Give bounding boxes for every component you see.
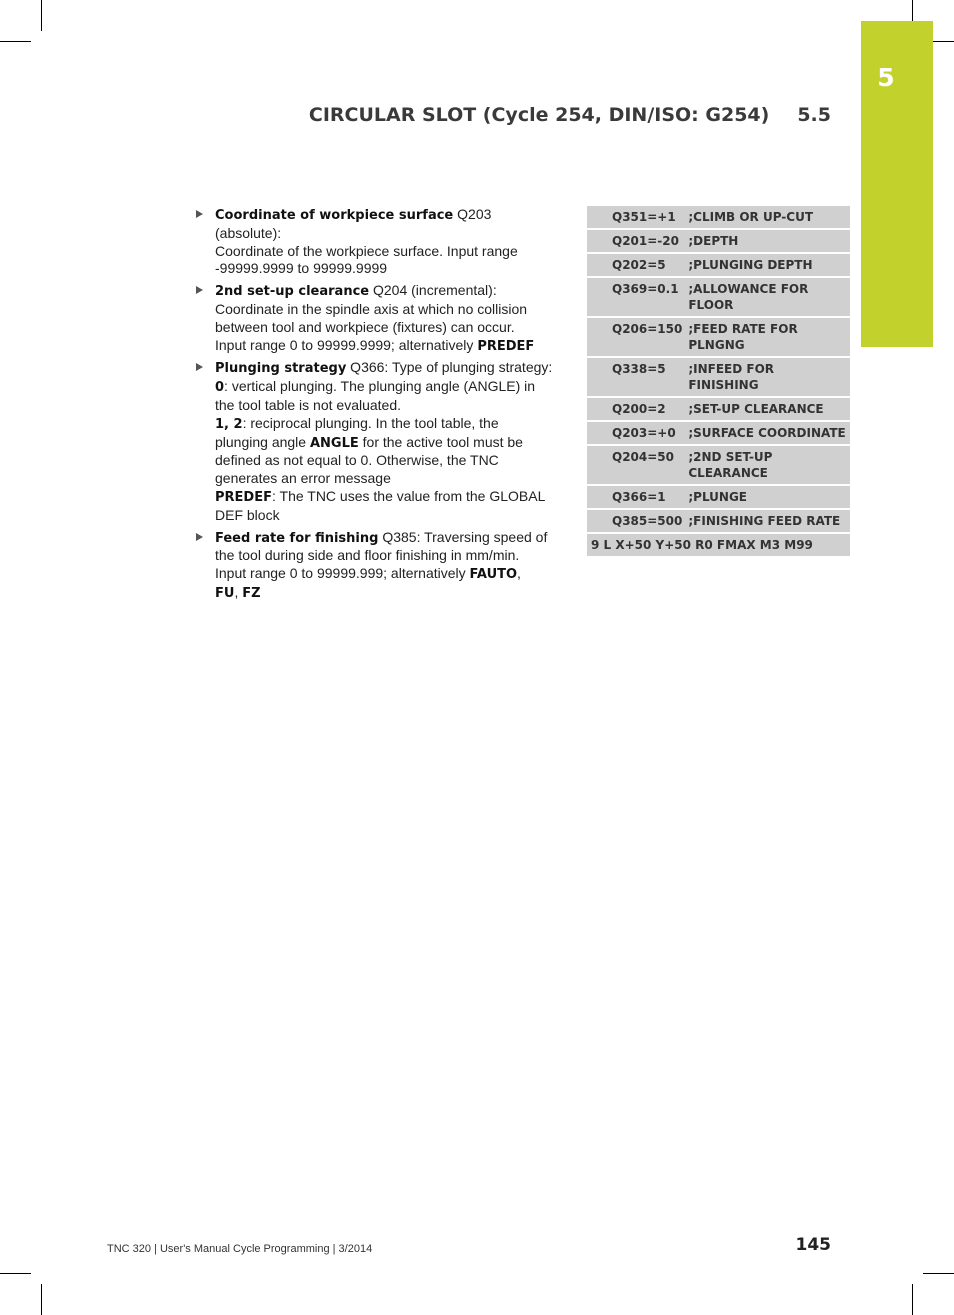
code-comment-line: ;SET-UP CLEARANCE	[688, 402, 824, 416]
param-name: Coordinate of workpiece surface	[215, 208, 454, 223]
param-code: Q204 (incremental):	[369, 282, 497, 299]
code-comment	[686, 317, 850, 357]
param-text: for the active tool must be	[358, 433, 523, 450]
code-row	[587, 253, 850, 277]
chapter-tab	[861, 21, 933, 347]
param-text: the tool table is not evaluated.	[215, 396, 402, 413]
section-header	[309, 104, 831, 126]
param-text: : reciprocal plunging. In the tool table, the	[242, 414, 499, 431]
code-comment	[686, 229, 850, 253]
section-number: 5.5	[797, 104, 831, 126]
code-comment	[686, 357, 850, 397]
page-footer: TNC 320 | User's Manual Cycle Programming | 3/2014	[107, 1243, 373, 1255]
param-keyword: PREDEF	[215, 489, 272, 505]
param-text: plunging angle	[215, 433, 310, 450]
crop-mark	[0, 1273, 31, 1274]
param-q385	[195, 529, 555, 603]
code-comment-line: ;FEED RATE FOR	[688, 322, 798, 336]
code-line: 9 L X+50 Y+50 R0 FMAX M3 M99	[587, 533, 850, 557]
code-param: Q206=150	[587, 317, 686, 357]
code-param: Q200=2	[587, 397, 686, 421]
param-text: ,	[234, 583, 243, 600]
code-comment-line: ;DEPTH	[688, 234, 739, 248]
code-row	[587, 509, 850, 533]
param-text: the tool during side and floor finishing in mm/min.	[215, 547, 520, 564]
code-row	[587, 445, 850, 485]
code-row	[587, 421, 850, 445]
code-param: Q369=0.1	[587, 277, 686, 317]
param-text: defined as not equal to 0. Otherwise, the TNC	[215, 452, 499, 469]
bullet-triangle-icon	[196, 210, 203, 218]
chapter-number: 5	[877, 63, 895, 92]
param-q203	[195, 206, 555, 278]
code-comment	[686, 421, 850, 445]
code-param: Q385=500	[587, 509, 686, 533]
crop-mark	[41, 0, 42, 31]
crop-mark	[0, 41, 31, 42]
section-title: CIRCULAR SLOT (Cycle 254, DIN/ISO: G254)	[308, 104, 770, 126]
param-text: Coordinate in the spindle axis at which no collision	[215, 300, 528, 317]
code-row	[587, 229, 850, 253]
param-q204	[195, 282, 555, 355]
param-code: Q203 (absolute):	[215, 206, 492, 241]
param-name: Plunging strategy	[215, 361, 347, 377]
code-param: Q338=5	[587, 357, 686, 397]
param-text: Coordinate of the workpiece surface. Input range	[215, 242, 518, 259]
code-comment-line: ;SURFACE COORDINATE	[688, 426, 846, 440]
bullet-triangle-icon	[196, 533, 203, 541]
code-comment-line: FLOOR	[688, 298, 734, 312]
param-code: Q366: Type of plunging strategy:	[346, 359, 553, 376]
code-comment	[686, 509, 850, 533]
param-keyword: FAUTO	[469, 567, 518, 583]
code-comment-line: ;CLIMB OR UP-CUT	[688, 210, 814, 224]
code-comment	[686, 253, 850, 277]
crop-mark	[923, 1273, 954, 1274]
param-keyword: 0	[215, 380, 225, 396]
bullet-triangle-icon	[196, 363, 203, 371]
param-text: between tool and workpiece (fixtures) can occur.	[215, 318, 515, 335]
nc-code-table	[587, 206, 850, 558]
code-comment	[686, 206, 850, 229]
code-comment-line: PLNGNG	[688, 338, 745, 352]
param-text: : vertical plunging. The plunging angle (ANGLE) in	[224, 378, 536, 395]
param-text: generates an error message	[215, 470, 391, 487]
param-text: Input range 0 to 99999.9999; alternatively	[215, 336, 478, 353]
code-param: Q351=+1	[587, 206, 686, 229]
code-comment	[686, 397, 850, 421]
param-keyword: PREDEF	[477, 338, 535, 354]
param-text: -99999.9999 to 99999.9999	[215, 260, 388, 277]
code-param: Q203=+0	[587, 421, 686, 445]
code-comment-line: ;PLUNGING DEPTH	[688, 258, 813, 272]
code-param: Q366=1	[587, 485, 686, 509]
code-comment-line: ;FINISHING FEED RATE	[688, 514, 841, 528]
code-row	[587, 397, 850, 421]
page-number: 145	[795, 1235, 831, 1255]
crop-mark	[912, 1284, 913, 1315]
code-param: Q204=50	[587, 445, 686, 485]
code-row	[587, 357, 850, 397]
code-row	[587, 485, 850, 509]
param-text: : The TNC uses the value from the GLOBAL	[271, 487, 546, 504]
param-q366	[195, 359, 555, 524]
code-comment	[686, 277, 850, 317]
code-comment-line: CLEARANCE	[688, 466, 768, 480]
param-keyword: FZ	[242, 585, 261, 601]
param-keyword: ANGLE	[309, 435, 359, 451]
param-keyword: FU	[215, 585, 235, 601]
crop-mark	[41, 1284, 42, 1315]
code-row	[587, 277, 850, 317]
code-comment-line: ;PLUNGE	[688, 490, 748, 504]
code-comment	[686, 445, 850, 485]
code-row	[587, 533, 850, 557]
code-comment-line: ;INFEED FOR FINISHING	[688, 362, 775, 392]
param-keyword: 1, 2	[215, 416, 243, 432]
code-param: Q201=-20	[587, 229, 686, 253]
param-text: ,	[517, 565, 521, 582]
code-comment-line: ;ALLOWANCE FOR	[688, 282, 809, 296]
param-code: Q385: Traversing speed of	[378, 528, 548, 545]
param-text: DEF block	[215, 506, 280, 523]
code-row	[587, 206, 850, 229]
code-param: Q202=5	[587, 253, 686, 277]
parameter-list	[195, 206, 555, 607]
code-comment	[686, 485, 850, 509]
param-text: Input range 0 to 99999.999; alternatively	[215, 565, 470, 582]
code-comment-line: ;2ND SET-UP	[688, 450, 773, 464]
code-row	[587, 317, 850, 357]
bullet-triangle-icon	[196, 286, 203, 294]
param-name: Feed rate for finishing	[215, 530, 379, 546]
param-name: 2nd set-up clearance	[215, 284, 370, 300]
